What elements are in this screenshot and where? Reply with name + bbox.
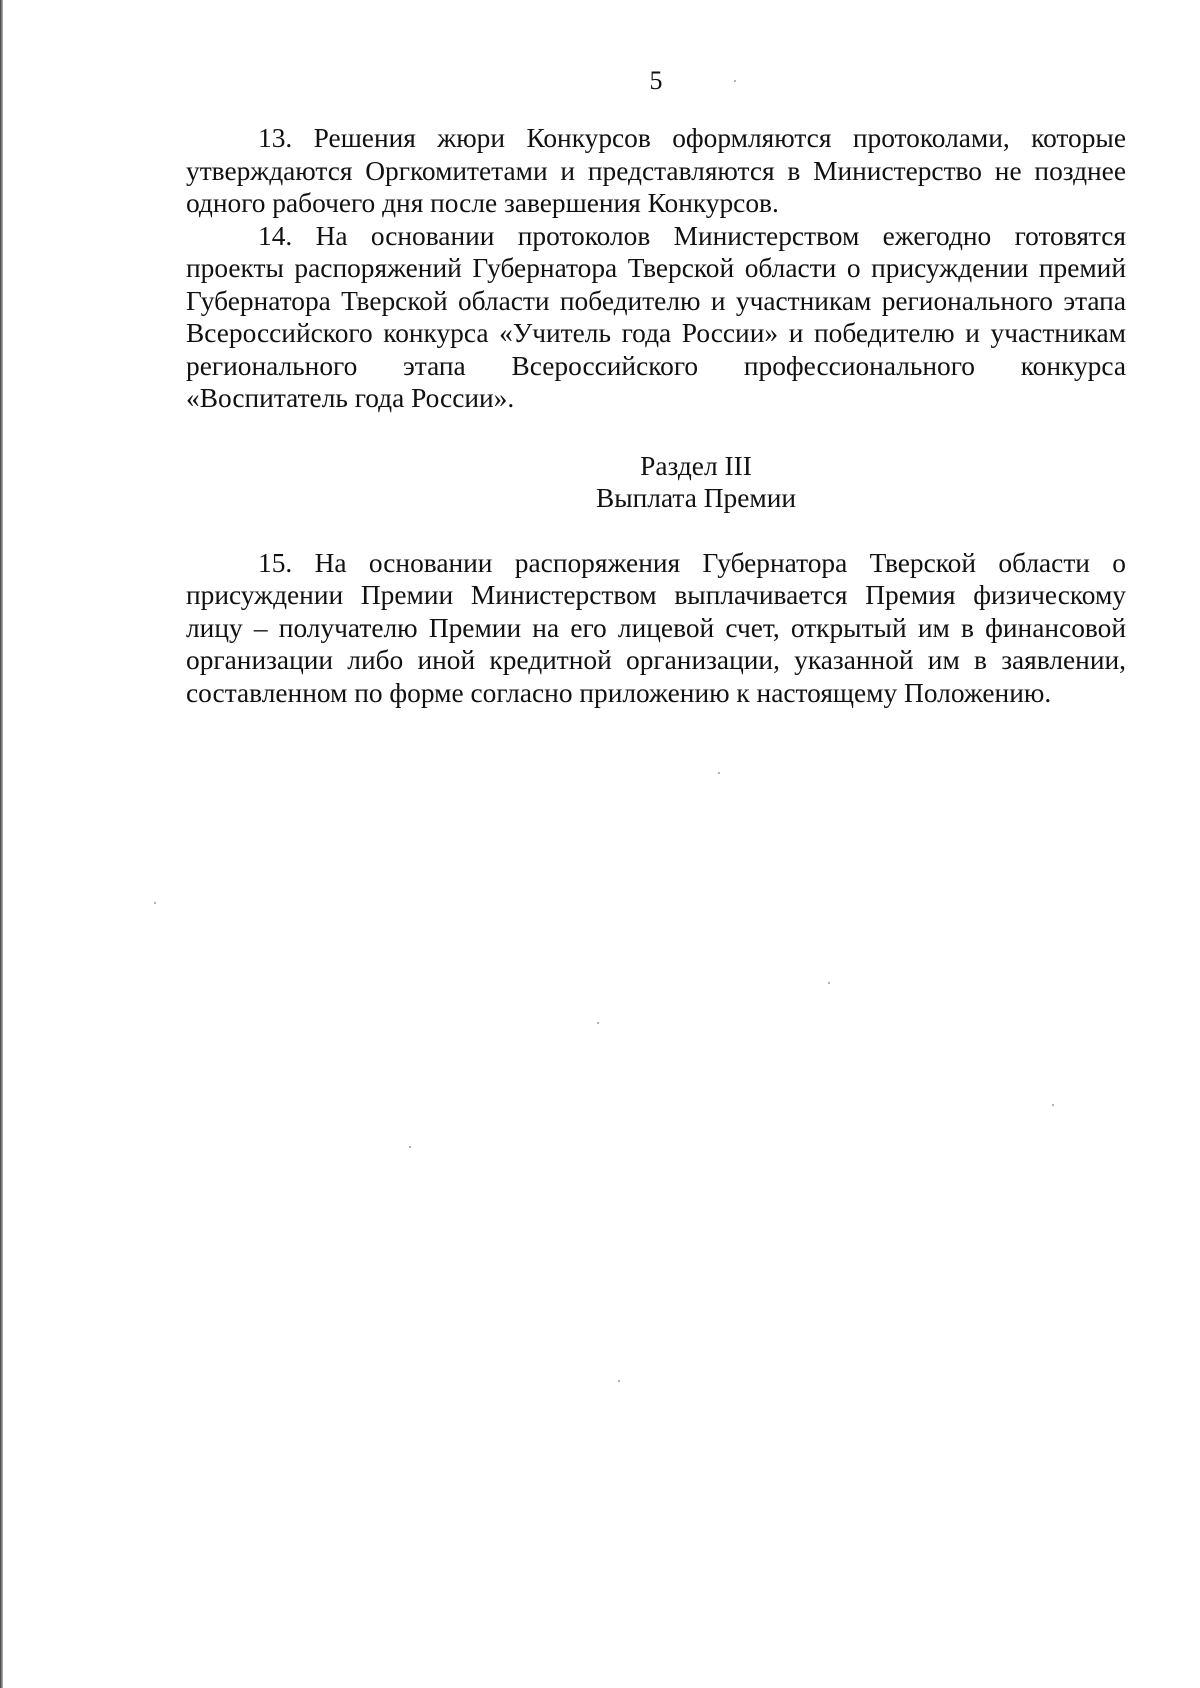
- scan-speck: [1052, 1104, 1054, 1106]
- document-body: [186, 122, 1126, 709]
- scan-speck: [154, 902, 156, 904]
- scan-edge: [0, 0, 3, 1688]
- paragraph-14: 14. На основании протоколов Министерством ежегодно готовятся проекты распоряжений Губернатора Тверской области о присуждении премий Губернатора Тверской области победителю и участникам регионального этапа Всероссийского конкурса «Учитель года России» и победителю и участникам регионального этапа Всероссийского профессионального конкурса «Воспитатель года России».: [186, 220, 1126, 413]
- scan-speck: [734, 80, 736, 82]
- scan-speck: [718, 772, 720, 774]
- scan-speck: [597, 1022, 599, 1024]
- section-heading: [186, 450, 1126, 515]
- section-number: Раздел III: [640, 450, 752, 481]
- scan-speck: [409, 1146, 411, 1148]
- page-number: 5: [649, 66, 663, 95]
- scan-speck: [828, 982, 830, 984]
- paragraph-15: 15. На основании распоряжения Губернатора Тверской области о присуждении Премии Министерством выплачивается Премия физическому лицу – получателю Премии на его лицевой счет, открытый им в финансовой организации либо иной кредитной организации, указанной им в заявлении, составленном по форме согласно приложению к настоящему Положению.: [186, 547, 1126, 708]
- paragraph-13: 13. Решения жюри Конкурсов оформляются протоколами, которые утверждаются Оргкомитетами и представляются в Министерство не позднее одного рабочего дня после завершения Конкурсов.: [186, 123, 1126, 218]
- scan-speck: [618, 1380, 620, 1382]
- section-title: Выплата Премии: [595, 483, 797, 513]
